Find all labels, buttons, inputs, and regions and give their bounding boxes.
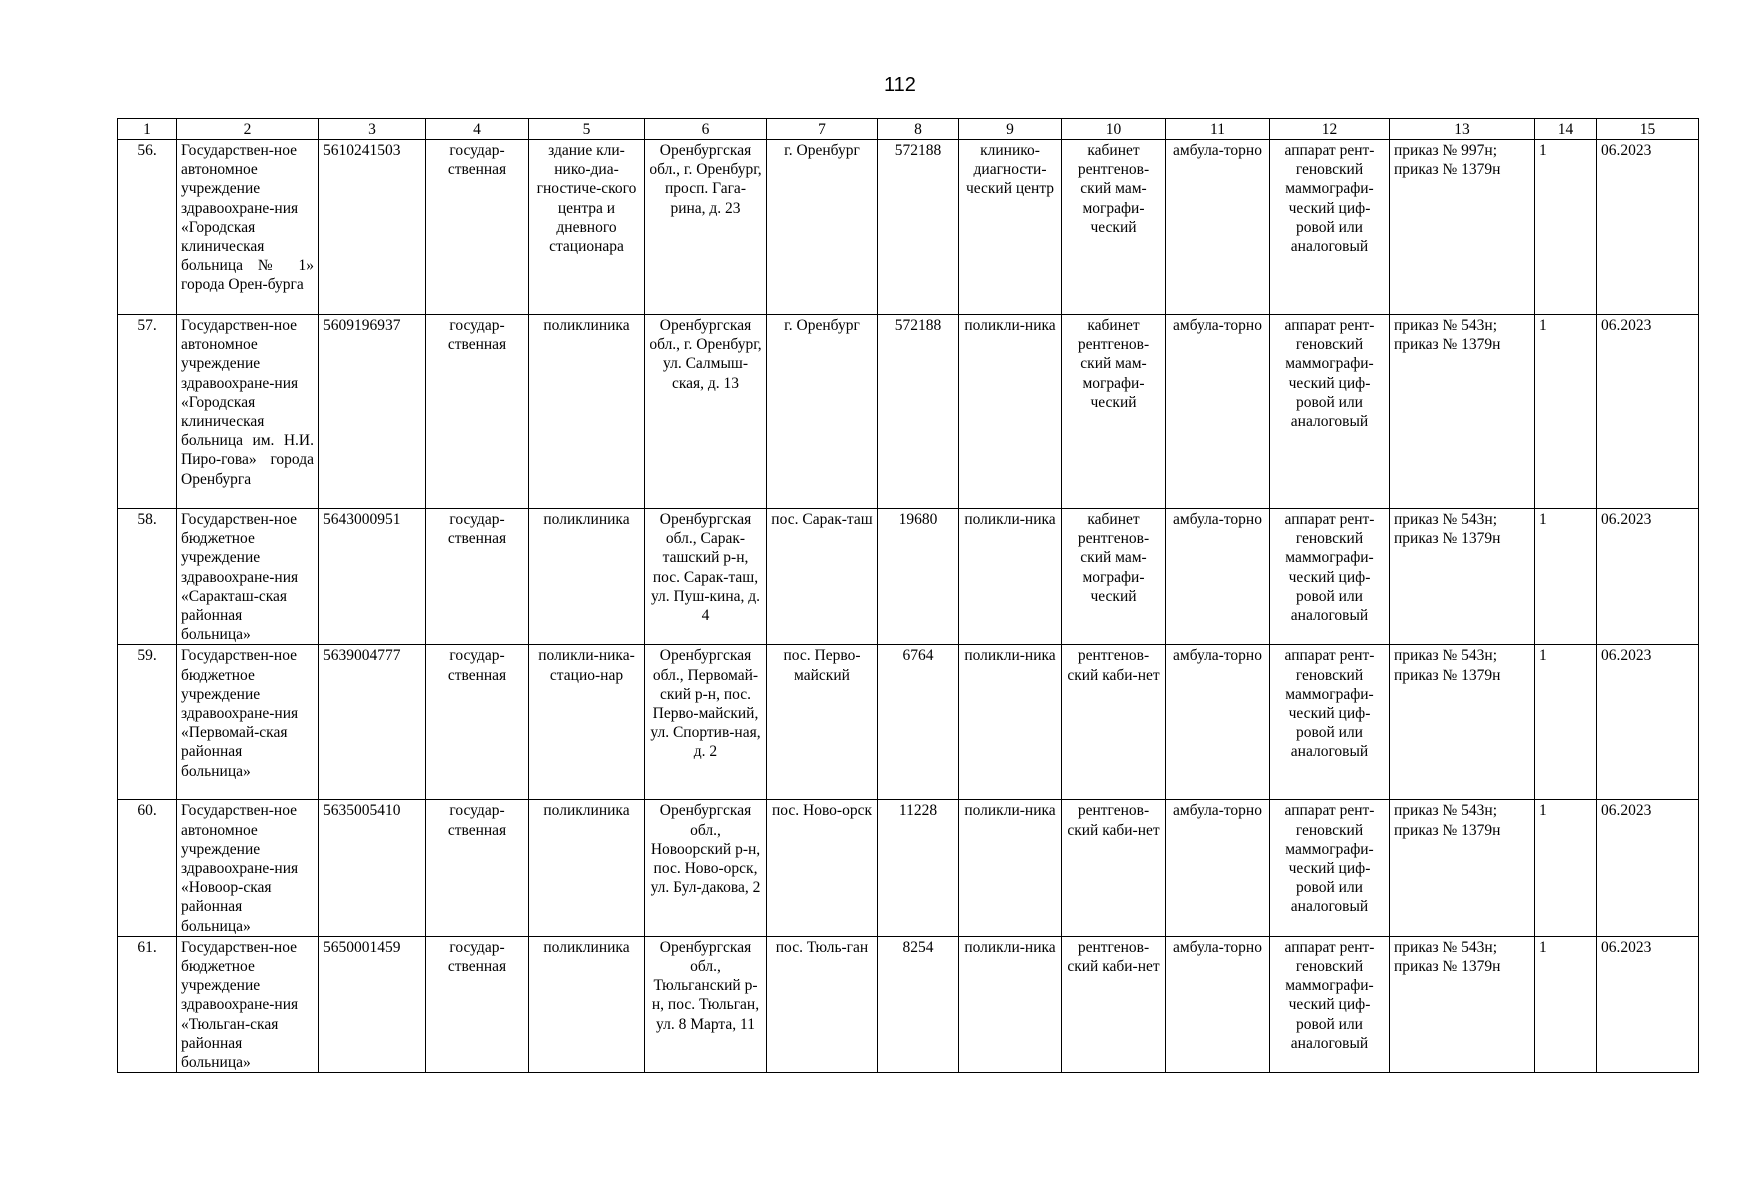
date-cell: 06.2023 bbox=[1597, 645, 1699, 800]
column-header: 14 bbox=[1535, 119, 1597, 140]
cabinet-cell: рентгенов-ский каби-нет bbox=[1062, 800, 1166, 936]
ownership-cell: государ-ственная bbox=[426, 936, 529, 1072]
unit-type-cell: поликли-ника bbox=[959, 315, 1062, 509]
building-cell: поликлиника bbox=[529, 936, 645, 1072]
date-cell: 06.2023 bbox=[1597, 936, 1699, 1072]
column-header: 10 bbox=[1062, 119, 1166, 140]
ownership-cell: государ-ственная bbox=[426, 140, 529, 315]
cabinet-cell: кабинет рентгенов-ский мам-мографи-ческий bbox=[1062, 509, 1166, 645]
table-row bbox=[118, 936, 1699, 1072]
orders-cell: приказ № 543н; приказ № 1379н bbox=[1390, 509, 1535, 645]
row-number: 61. bbox=[118, 936, 177, 1072]
organization-name: Государствен-ное бюджетное учреждение здравоохране-ния «Тюльган-ская районная больница» bbox=[177, 936, 319, 1072]
date-cell: 06.2023 bbox=[1597, 800, 1699, 936]
locality-cell: пос. Тюль-ган bbox=[767, 936, 878, 1072]
equipment-cell: аппарат рент-геновский маммографи-ческий циф-ровой или аналоговый bbox=[1270, 936, 1390, 1072]
building-cell: поликлиника bbox=[529, 315, 645, 509]
building-cell: поликли-ника-стацио-нар bbox=[529, 645, 645, 800]
column-header: 9 bbox=[959, 119, 1062, 140]
count-cell: 1 bbox=[1535, 936, 1597, 1072]
building-cell: поликлиника bbox=[529, 509, 645, 645]
care-form-cell: амбула-торно bbox=[1166, 800, 1270, 936]
organization-name: Государствен-ное автономное учреждение здравоохране-ния «Новоор-ская районная больница» bbox=[177, 800, 319, 936]
organization-name: Государствен-ное автономное учреждение здравоохране-ния «Городская клиническая больница им. Н.И. Пиро-гова» города Оренбурга bbox=[177, 315, 319, 509]
column-header: 5 bbox=[529, 119, 645, 140]
equipment-cell: аппарат рент-геновский маммографи-ческий циф-ровой или аналоговый bbox=[1270, 509, 1390, 645]
address-cell: Оренбургская обл., г. Оренбург, просп. Гага-рина, д. 23 bbox=[645, 140, 767, 315]
column-header: 8 bbox=[878, 119, 959, 140]
care-form-cell: амбула-торно bbox=[1166, 509, 1270, 645]
column-header: 4 bbox=[426, 119, 529, 140]
population-cell: 6764 bbox=[878, 645, 959, 800]
table-row bbox=[118, 140, 1699, 315]
ownership-cell: государ-ственная bbox=[426, 800, 529, 936]
unit-type-cell: поликли-ника bbox=[959, 800, 1062, 936]
population-cell: 572188 bbox=[878, 140, 959, 315]
equipment-cell: аппарат рент-геновский маммографи-ческий циф-ровой или аналоговый bbox=[1270, 315, 1390, 509]
row-number: 60. bbox=[118, 800, 177, 936]
locality-cell: пос. Сарак-таш bbox=[767, 509, 878, 645]
column-header: 15 bbox=[1597, 119, 1699, 140]
unit-type-cell: поликли-ника bbox=[959, 936, 1062, 1072]
cabinet-cell: кабинет рентгенов-ский мам-мографи-ческий bbox=[1062, 140, 1166, 315]
count-cell: 1 bbox=[1535, 140, 1597, 315]
column-header: 11 bbox=[1166, 119, 1270, 140]
column-header: 12 bbox=[1270, 119, 1390, 140]
care-form-cell: амбула-торно bbox=[1166, 140, 1270, 315]
equipment-cell: аппарат рент-геновский маммографи-ческий циф-ровой или аналоговый bbox=[1270, 800, 1390, 936]
table-row bbox=[118, 315, 1699, 509]
locality-cell: г. Оренбург bbox=[767, 140, 878, 315]
page-number: 112 bbox=[884, 74, 916, 96]
organization-name: Государствен-ное бюджетное учреждение здравоохране-ния «Саракташ-ская районная больница» bbox=[177, 509, 319, 645]
equipment-cell: аппарат рент-геновский маммографи-ческий циф-ровой или аналоговый bbox=[1270, 645, 1390, 800]
locality-cell: пос. Ново-орск bbox=[767, 800, 878, 936]
ownership-cell: государ-ственная bbox=[426, 315, 529, 509]
population-cell: 8254 bbox=[878, 936, 959, 1072]
row-number: 56. bbox=[118, 140, 177, 315]
organization-name: Государствен-ное бюджетное учреждение здравоохране-ния «Первомай-ская районная больница» bbox=[177, 645, 319, 800]
orders-cell: приказ № 543н; приказ № 1379н bbox=[1390, 936, 1535, 1072]
care-form-cell: амбула-торно bbox=[1166, 936, 1270, 1072]
row-number: 57. bbox=[118, 315, 177, 509]
cabinet-cell: рентгенов-ский каби-нет bbox=[1062, 645, 1166, 800]
address-cell: Оренбургская обл., Сарак-ташский р-н, пос. Сарак-таш, ул. Пуш-кина, д. 4 bbox=[645, 509, 767, 645]
column-header: 1 bbox=[118, 119, 177, 140]
table-row bbox=[118, 800, 1699, 936]
column-header: 2 bbox=[177, 119, 319, 140]
orders-cell: приказ № 543н; приказ № 1379н bbox=[1390, 800, 1535, 936]
organization-name: Государствен-ное автономное учреждение здравоохране-ния «Городская клиническая больница № 1» города Орен-бурга bbox=[177, 140, 319, 315]
count-cell: 1 bbox=[1535, 315, 1597, 509]
column-header: 7 bbox=[767, 119, 878, 140]
building-cell: поликлиника bbox=[529, 800, 645, 936]
cabinet-cell: кабинет рентгенов-ский мам-мографи-ческий bbox=[1062, 315, 1166, 509]
inn-cell: 5610241503 bbox=[319, 140, 426, 315]
ownership-cell: государ-ственная bbox=[426, 645, 529, 800]
date-cell: 06.2023 bbox=[1597, 509, 1699, 645]
locality-cell: пос. Перво-майский bbox=[767, 645, 878, 800]
address-cell: Оренбургская обл., Тюльганский р-н, пос. Тюльган, ул. 8 Марта, 11 bbox=[645, 936, 767, 1072]
inn-cell: 5609196937 bbox=[319, 315, 426, 509]
orders-cell: приказ № 543н; приказ № 1379н bbox=[1390, 315, 1535, 509]
unit-type-cell: поликли-ника bbox=[959, 645, 1062, 800]
inn-cell: 5650001459 bbox=[319, 936, 426, 1072]
population-cell: 572188 bbox=[878, 315, 959, 509]
row-number: 58. bbox=[118, 509, 177, 645]
unit-type-cell: клинико-диагности-ческий центр bbox=[959, 140, 1062, 315]
population-cell: 11228 bbox=[878, 800, 959, 936]
date-cell: 06.2023 bbox=[1597, 140, 1699, 315]
row-number: 59. bbox=[118, 645, 177, 800]
column-header: 13 bbox=[1390, 119, 1535, 140]
header-row bbox=[118, 119, 1699, 140]
address-cell: Оренбургская обл., г. Оренбург, ул. Салмыш-ская, д. 13 bbox=[645, 315, 767, 509]
date-cell: 06.2023 bbox=[1597, 315, 1699, 509]
table-row bbox=[118, 509, 1699, 645]
count-cell: 1 bbox=[1535, 800, 1597, 936]
orders-cell: приказ № 543н; приказ № 1379н bbox=[1390, 645, 1535, 800]
orders-cell: приказ № 997н; приказ № 1379н bbox=[1390, 140, 1535, 315]
inn-cell: 5639004777 bbox=[319, 645, 426, 800]
population-cell: 19680 bbox=[878, 509, 959, 645]
column-header: 6 bbox=[645, 119, 767, 140]
ownership-cell: государ-ственная bbox=[426, 509, 529, 645]
cabinet-cell: рентгенов-ский каби-нет bbox=[1062, 936, 1166, 1072]
column-header: 3 bbox=[319, 119, 426, 140]
address-cell: Оренбургская обл., Первомай-ский р-н, пос. Перво-майский, ул. Спортив-ная, д. 2 bbox=[645, 645, 767, 800]
inn-cell: 5643000951 bbox=[319, 509, 426, 645]
count-cell: 1 bbox=[1535, 645, 1597, 800]
locality-cell: г. Оренбург bbox=[767, 315, 878, 509]
table-row bbox=[118, 645, 1699, 800]
count-cell: 1 bbox=[1535, 509, 1597, 645]
equipment-cell: аппарат рент-геновский маммографи-ческий циф-ровой или аналоговый bbox=[1270, 140, 1390, 315]
unit-type-cell: поликли-ника bbox=[959, 509, 1062, 645]
care-form-cell: амбула-торно bbox=[1166, 315, 1270, 509]
address-cell: Оренбургская обл., Новоорский р-н, пос. Ново-орск, ул. Бул-дакова, 2 bbox=[645, 800, 767, 936]
registry-table bbox=[117, 118, 1699, 1073]
inn-cell: 5635005410 bbox=[319, 800, 426, 936]
building-cell: здание кли-нико-диа-гностиче-ского центра и дневного стационара bbox=[529, 140, 645, 315]
care-form-cell: амбула-торно bbox=[1166, 645, 1270, 800]
